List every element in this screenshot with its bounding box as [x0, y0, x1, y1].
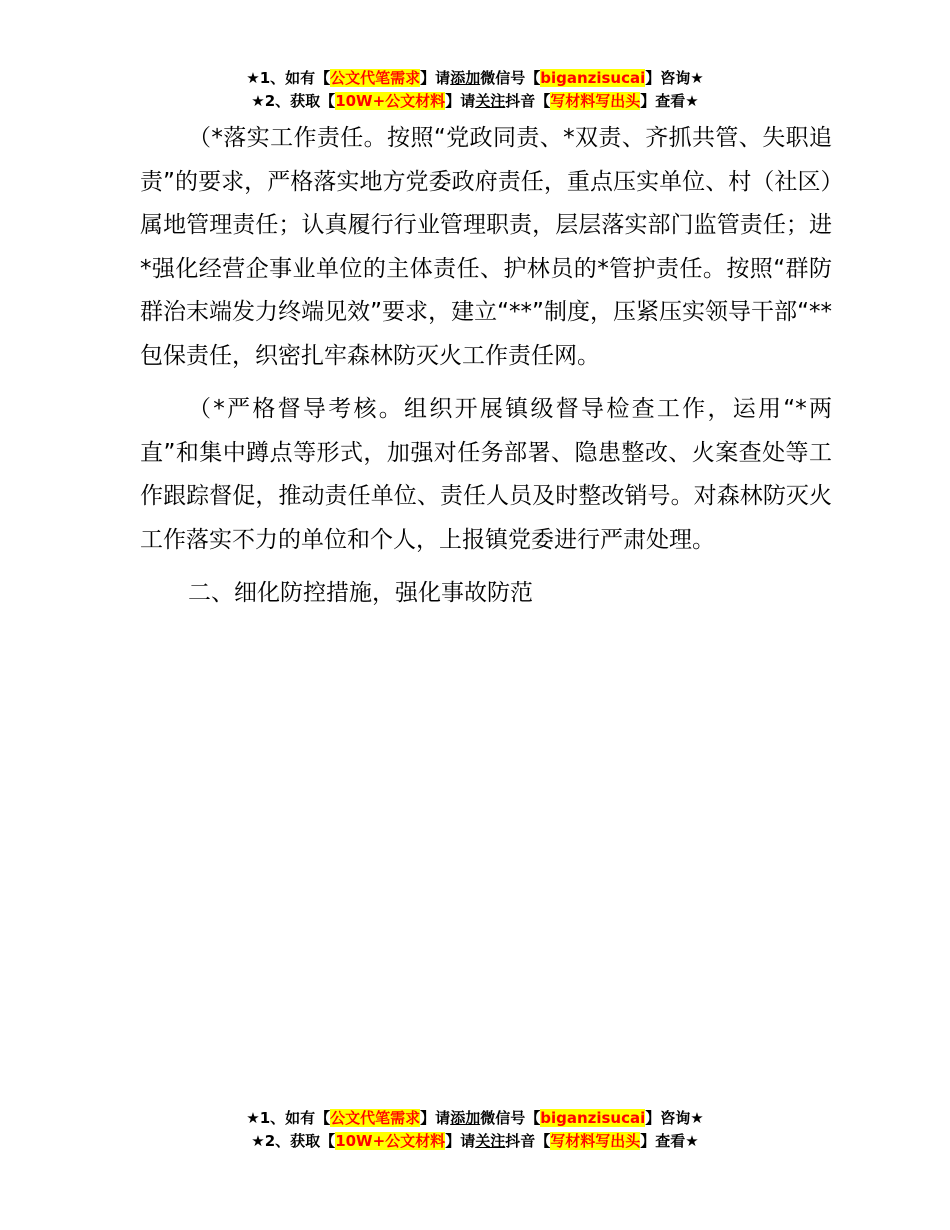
banner-highlight-materials: 10W+公文材料	[335, 92, 446, 110]
footer-line-2-suffix: 】查看★	[640, 1132, 699, 1150]
footer-line-2-middle: 】请	[445, 1132, 476, 1150]
banner-line-1-middle-2: 微信号【	[480, 69, 541, 87]
banner-highlight-wechat-id: biganzisucai	[540, 69, 646, 87]
footer-banner-line-2	[0, 1130, 950, 1153]
banner-underline-add: 添加	[450, 69, 481, 87]
banner-line-1-middle: 】请	[420, 69, 451, 87]
footer-underline-follow: 关注	[475, 1132, 506, 1150]
banner-line-1-prefix: ★1、如有【	[246, 69, 331, 87]
footer-highlight-wechat-id: biganzisucai	[540, 1109, 646, 1127]
footer-line-1-prefix: ★1、如有【	[246, 1109, 331, 1127]
footer-underline-add: 添加	[450, 1109, 481, 1127]
footer-highlight-service: 公文代笔需求	[330, 1109, 421, 1127]
paragraph-responsibility: （*落实工作责任。按照“党政同责、*双责、齐抓共管、失职追责”的要求，严格落实地方党委政府责任，重点压实单位、村（社区）属地管理责任；认真履行行业管理职责，层层落实部门监管责任；进*强化经营企事业单位的主体责任、护林员的*管护责任。按照“群防群治末端发力终端见效”要求，建立“**”制度，压紧压实领导干部“**包保责任，织密扎牢森林防灭火工作责任网。	[140, 125, 832, 369]
footer-line-1-middle: 】请	[420, 1109, 451, 1127]
footer-line-2-middle-2: 抖音【	[505, 1132, 551, 1150]
footer-line-2-prefix: ★2、获取【	[251, 1132, 336, 1150]
banner-line-2-middle: 】请	[445, 92, 476, 110]
banner-line-1-suffix: 】咨询★	[645, 69, 704, 87]
bottom-banner	[0, 1107, 950, 1153]
section-heading-2: 二、细化防控措施，强化事故防范	[188, 580, 533, 606]
footer-line-1-suffix: 】咨询★	[645, 1109, 704, 1127]
document-body	[140, 117, 832, 626]
footer-highlight-douyin-id: 写材料写出头	[550, 1132, 641, 1150]
banner-line-2-middle-2: 抖音【	[505, 92, 551, 110]
banner-highlight-douyin-id: 写材料写出头	[550, 92, 641, 110]
banner-line-2	[0, 90, 950, 113]
footer-line-1-middle-2: 微信号【	[480, 1109, 541, 1127]
banner-highlight-service: 公文代笔需求	[330, 69, 421, 87]
paragraph-supervision: （*严格督导考核。组织开展镇级督导检查工作，运用“*两直”和集中蹲点等形式，加强对任务部署、隐患整改、火案查处等工作跟踪督促，推动责任单位、责任人员及时整改销号。对森林防灭火工作落实不力的单位和个人，上报镇党委进行严肃处理。	[140, 396, 832, 553]
banner-line-2-prefix: ★2、获取【	[251, 92, 336, 110]
banner-line-2-suffix: 】查看★	[640, 92, 699, 110]
footer-highlight-materials: 10W+公文材料	[335, 1132, 446, 1150]
top-banner	[0, 67, 950, 113]
footer-banner-line-1	[0, 1107, 950, 1130]
banner-line-1	[0, 67, 950, 90]
banner-underline-follow: 关注	[475, 92, 506, 110]
